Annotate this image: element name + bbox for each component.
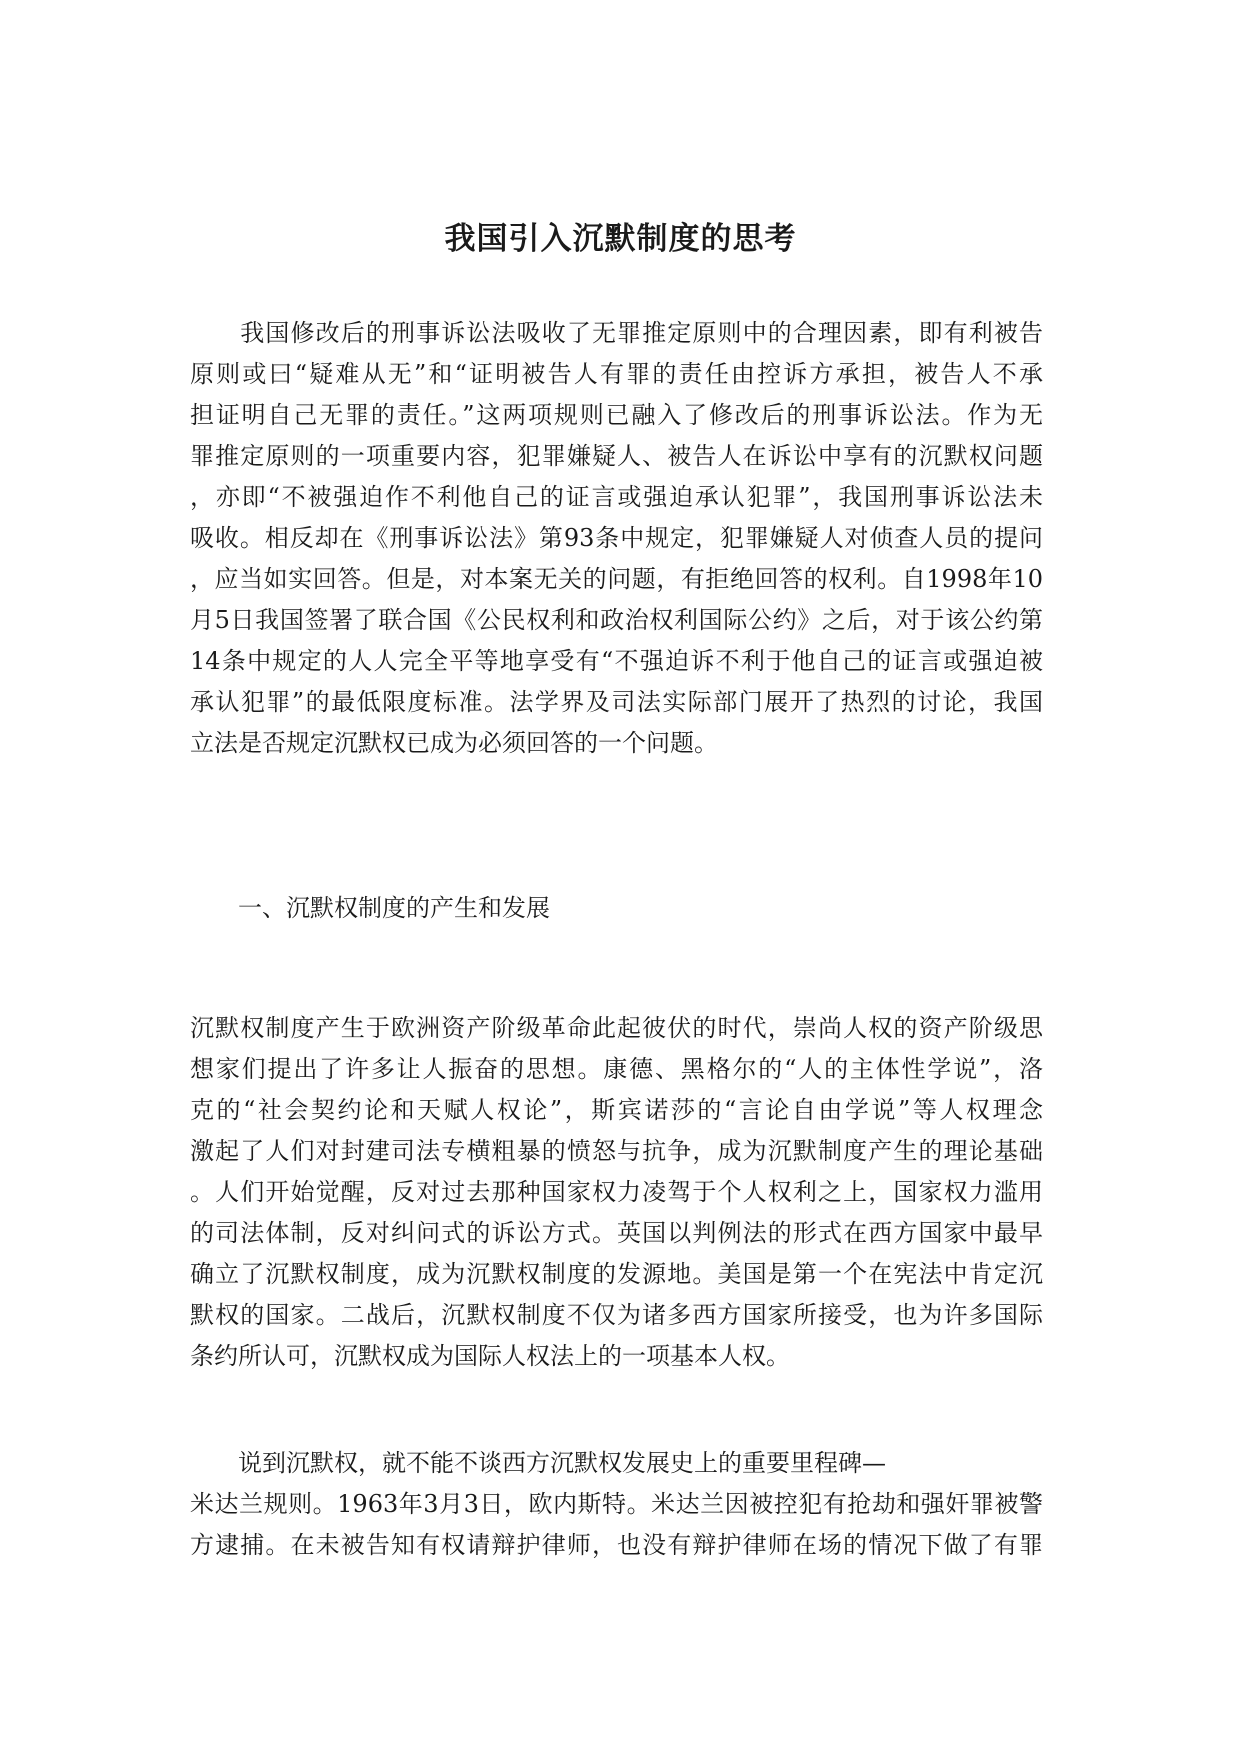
paragraph-intro [190, 313, 1043, 764]
paragraph-line: 罪推定原则的一项重要内容，犯罪嫌疑人、被告人在诉讼中享有的沉默权问题 [190, 442, 1043, 470]
section-heading [190, 888, 1043, 929]
page-title: 我国引入沉默制度的思考 [444, 220, 797, 257]
paragraph-line: 沉默权制度产生于欧洲资产阶级革命此起彼伏的时代，崇尚人权的资产阶级思 [190, 1014, 1043, 1042]
paragraph-miranda [190, 1443, 1043, 1566]
paragraph-line: 说到沉默权，就不能不谈西方沉默权发展史上的重要里程碑— [190, 1449, 886, 1477]
section-heading-text: 一、沉默权制度的产生和发展 [190, 894, 550, 922]
paragraph-line: 承认犯罪”的最低限度标准。法学界及司法实际部门展开了热烈的讨论，我国 [190, 688, 1043, 716]
paragraph-line: 吸收。相反却在《刑事诉讼法》第93条中规定，犯罪嫌疑人对侦查人员的提问 [190, 524, 1043, 552]
paragraph-line: 方逮捕。在未被告知有权请辩护律师，也没有辩护律师在场的情况下做了有罪 [190, 1531, 1043, 1559]
paragraph-line: 立法是否规定沉默权已成为必须回答的一个问题。 [190, 729, 718, 757]
paragraph-line: 条约所认可，沉默权成为国际人权法上的一项基本人权。 [190, 1342, 790, 1370]
paragraph-line: 确立了沉默权制度，成为沉默权制度的发源地。美国是第一个在宪法中肯定沉 [190, 1260, 1043, 1288]
paragraph-line: ，亦即“不被强迫作不利他自己的证言或强迫承认犯罪”，我国刑事诉讼法未 [190, 483, 1043, 511]
paragraph-line: 担证明自己无罪的责任。”这两项规则已融入了修改后的刑事诉讼法。作为无 [190, 401, 1043, 429]
paragraph-line: 米达兰规则。1963年3月3日，欧内斯特。米达兰因被控犯有抢劫和强奸罪被警 [190, 1490, 1043, 1518]
paragraph-line: 月5日我国签署了联合国《公民权利和政治权利国际公约》之后，对于该公约第 [190, 606, 1043, 634]
paragraph-line: ，应当如实回答。但是，对本案无关的问题，有拒绝回答的权利。自1998年10 [190, 565, 1043, 593]
paragraph-line: 。人们开始觉醒，反对过去那种国家权力凌驾于个人权利之上，国家权力滥用 [190, 1178, 1043, 1206]
paragraph-line: 我国修改后的刑事诉讼法吸收了无罪推定原则中的合理因素，即有利被告 [190, 319, 1043, 347]
paragraph-line: 克的“社会契约论和天赋人权论”，斯宾诺莎的“言论自由学说”等人权理念 [190, 1096, 1043, 1124]
paragraph-line: 想家们提出了许多让人振奋的思想。康德、黑格尔的“人的主体性学说”，洛 [190, 1055, 1043, 1083]
paragraph-line: 的司法体制，反对纠问式的诉讼方式。英国以判例法的形式在西方国家中最早 [190, 1219, 1043, 1247]
paragraph-line: 原则或曰“疑难从无”和“证明被告人有罪的责任由控诉方承担，被告人不承 [190, 360, 1043, 388]
paragraph-line: 激起了人们对封建司法专横粗暴的愤怒与抗争，成为沉默制度产生的理论基础 [190, 1137, 1043, 1165]
paragraph-line: 14条中规定的人人完全平等地享受有“不强迫诉不利于他自己的证言或强迫被 [190, 647, 1043, 675]
paragraph-line: 默权的国家。二战后，沉默权制度不仅为诸多西方国家所接受，也为许多国际 [190, 1301, 1043, 1329]
paragraph-origin [190, 1008, 1043, 1377]
